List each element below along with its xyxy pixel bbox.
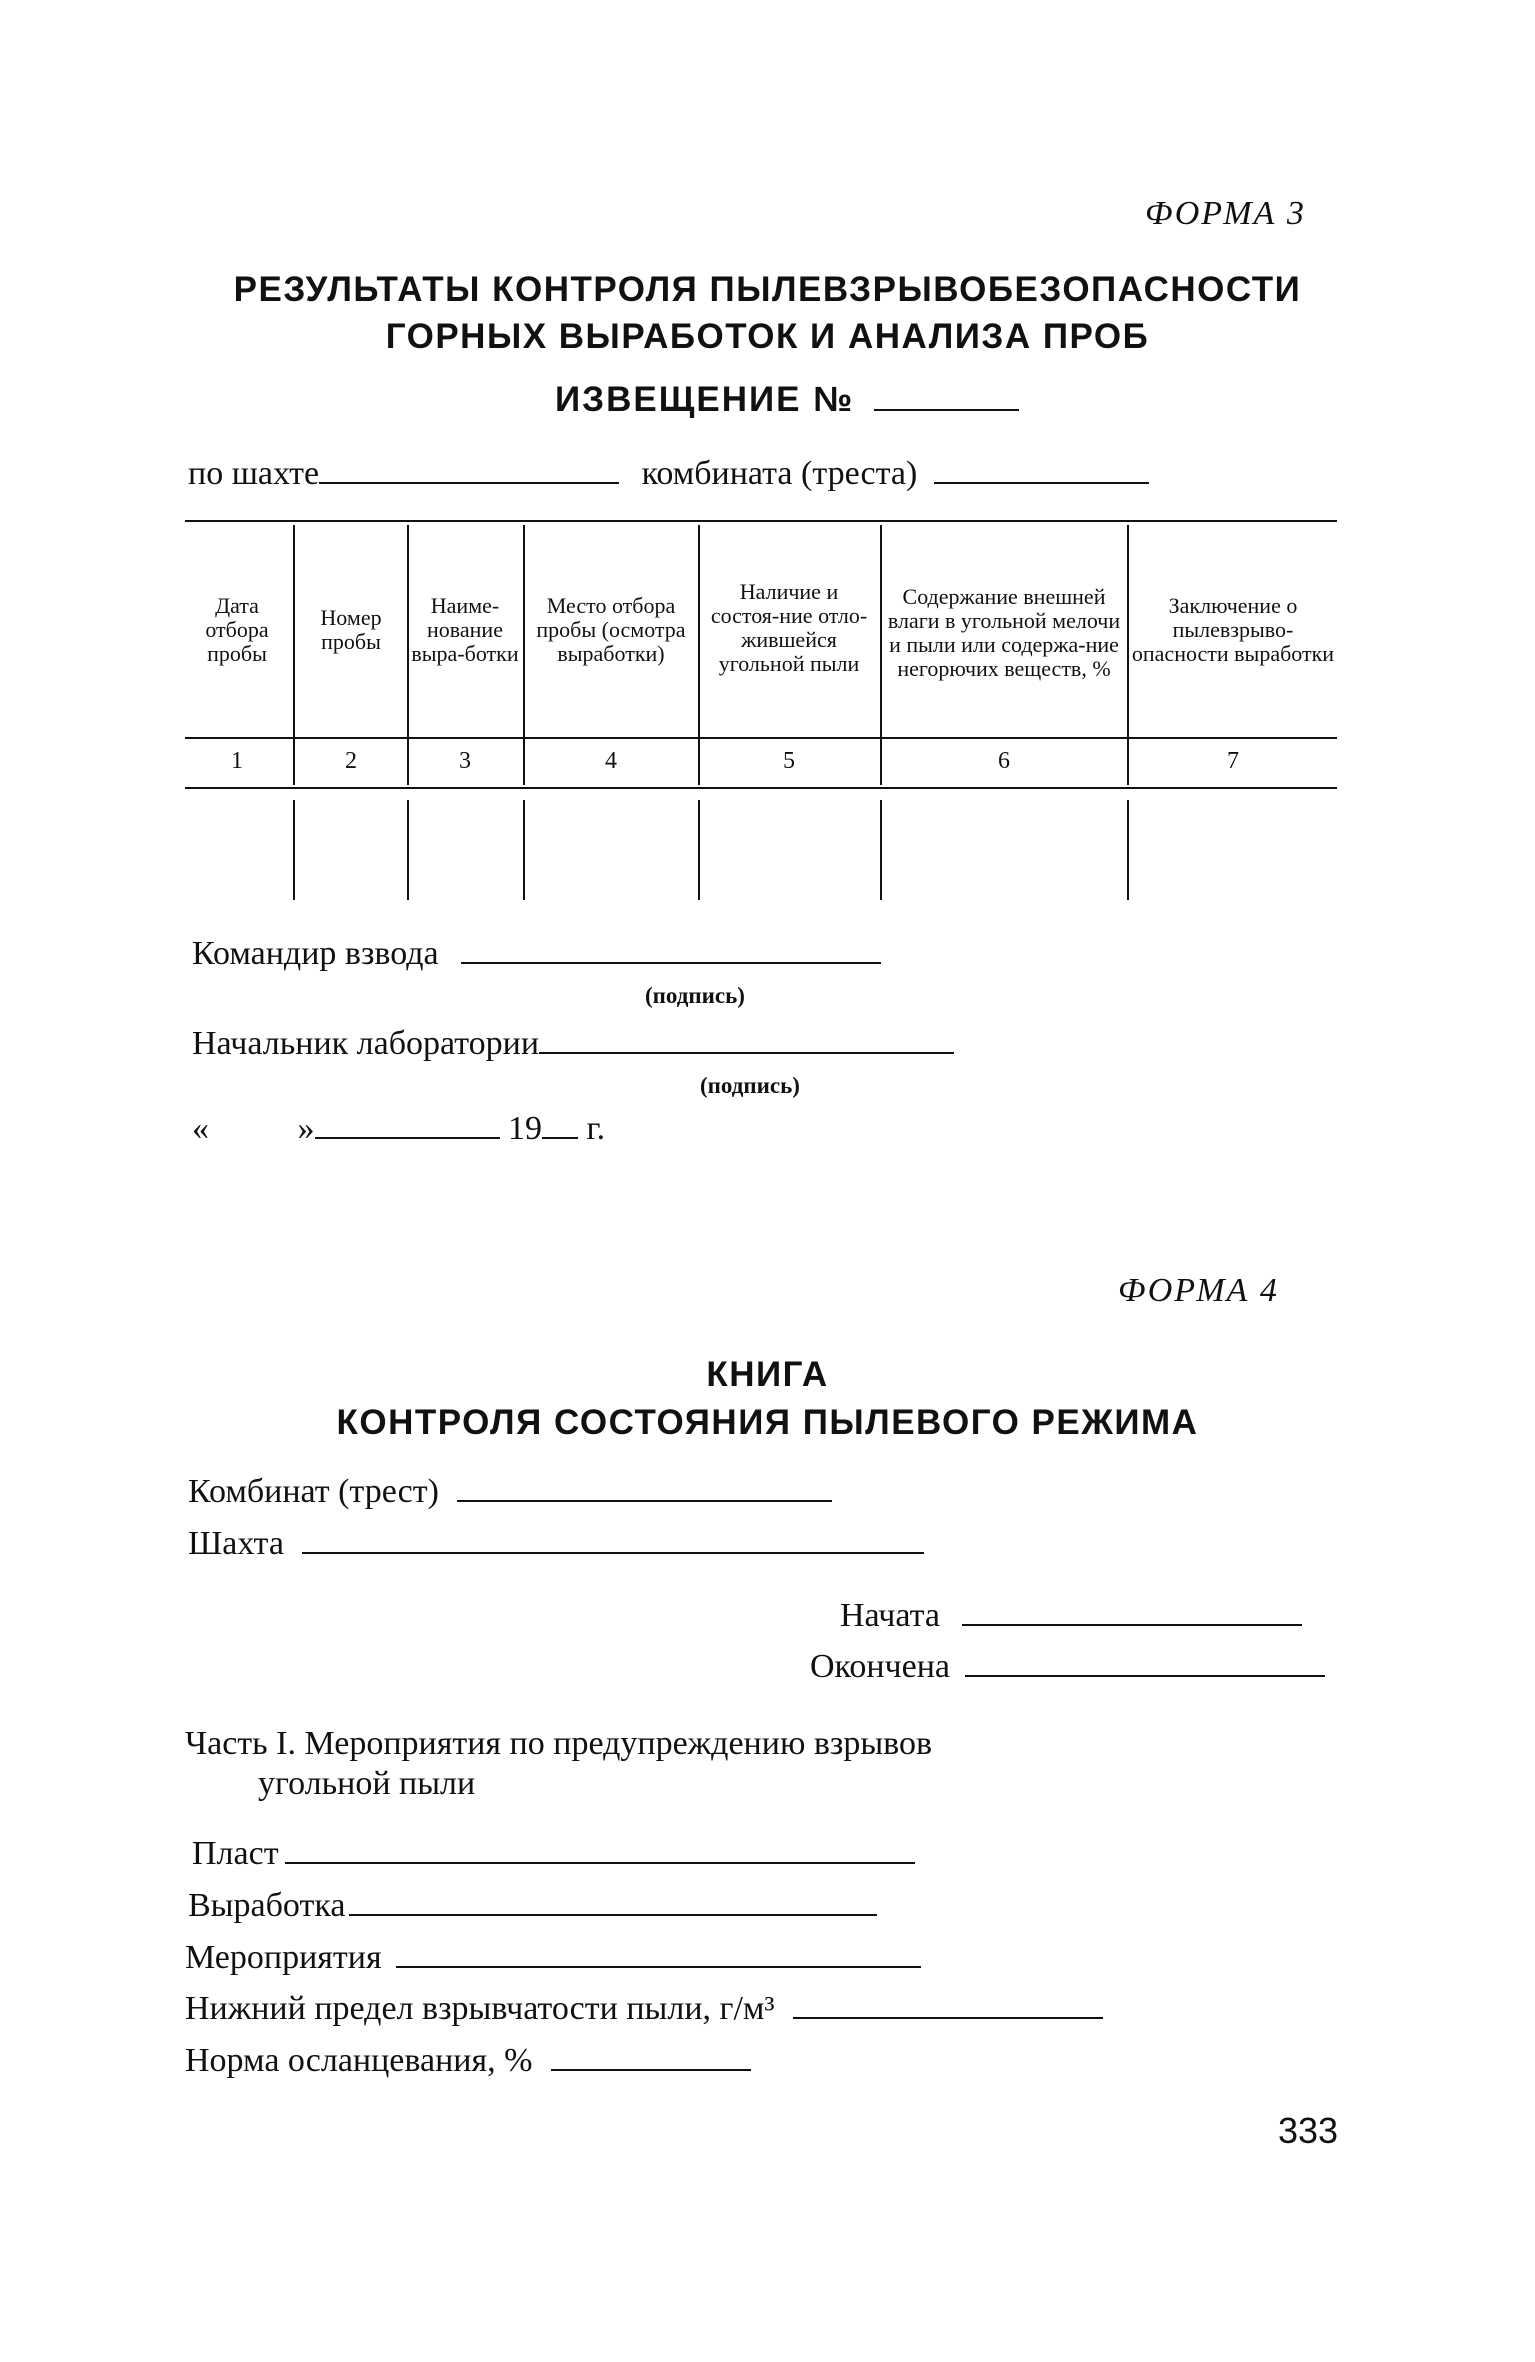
body-col-sep [523,800,525,900]
seam-blank[interactable] [285,1861,915,1864]
commander-label: Командир взвода [192,935,439,972]
date-month-blank[interactable] [315,1136,500,1139]
notice-number-blank[interactable] [874,408,1019,411]
col-number: 5 [783,748,795,774]
body-col-sep [407,800,409,900]
notice-label: ИЗВЕЩЕНИЕ № [555,380,855,419]
mine-label: по шахте [188,455,320,492]
date-open-quote: « [192,1110,209,1147]
form3-title-line1: РЕЗУЛЬТАТЫ КОНТРОЛЯ ПЫЛЕВЗРЫВОБЕЗОПАСНОСТИ [233,270,1302,309]
mine-line [188,1525,924,1563]
form4-title-line2: КОНТРОЛЯ СОСТОЯНИЯ ПЫЛЕВОГО РЕЖИМА [336,1403,1199,1442]
col-sep [1127,525,1129,785]
col-sep [407,525,409,785]
col-number: 3 [459,748,471,774]
started-line [840,1597,1302,1635]
seam-line [192,1835,915,1873]
year-prefix: 19 [508,1110,542,1147]
explosive-limit-line [185,1990,1103,2028]
part1-line2: угольной пыли [258,1765,476,1802]
part1-line1: Часть I. Мероприятия по предупреждению взрывов [185,1725,933,1762]
year-blank[interactable] [542,1136,578,1139]
date-close-quote: » [297,1110,315,1147]
body-col-sep [698,800,700,900]
notice-line [555,380,1019,420]
col-sep [698,525,700,785]
body-col-sep [293,800,295,900]
measures-line [185,1939,921,1977]
finished-label: Окончена [810,1648,951,1685]
signature-caption-1: (подпись) [645,983,745,1008]
col-number: 7 [1227,748,1239,774]
table-top-rule [185,520,1337,522]
table-number-rule [185,787,1337,789]
mine-blank-f4[interactable] [302,1551,924,1554]
header-sample-number: Номер пробы [320,605,382,654]
header-dust-presence: Наличие и состоя-ние отло-жившейся угольной пыли [710,578,868,676]
lab-chief-line [192,1025,954,1063]
header-date: Дата отбора пробы [205,593,269,666]
explosive-limit-blank[interactable] [793,2016,1103,2019]
form3-title-line2: ГОРНЫХ ВЫРАБОТОК И АНАЛИЗА ПРОБ [385,317,1150,356]
combine-trust-blank[interactable] [457,1499,832,1502]
table-header-rule [185,737,1337,739]
header-conclusion: Заключение о пылевзрыво-опасности выработки [1131,593,1335,666]
started-label: Начата [840,1597,940,1634]
started-blank[interactable] [962,1623,1302,1626]
stone-dusting-blank[interactable] [551,2068,751,2071]
header-moisture-content: Содержание внешней влаги в угольной мелочи и пыли или содержа-ние негорючих веществ, % [887,583,1121,681]
lab-chief-signature-blank[interactable] [539,1051,954,1054]
combine-blank[interactable] [934,481,1149,484]
col-number: 6 [998,748,1010,774]
measures-blank[interactable] [396,1965,921,1968]
working-blank[interactable] [349,1913,877,1916]
header-sampling-place: Место отбора пробы (осмотра выработки) [536,593,686,666]
combine-trust-line [188,1473,832,1511]
mine-label-f4: Шахта [188,1525,284,1562]
date-line [192,1110,605,1148]
stone-dusting-label: Норма осланцевания, % [185,2042,533,2079]
finished-line [810,1648,1325,1686]
page-number: 333 [1278,2110,1339,2151]
lab-chief-label: Начальник лаборатории [192,1025,540,1062]
year-suffix: г. [586,1110,606,1147]
form4-title-line1: КНИГА [706,1355,829,1394]
header-working-name: Наиме-нование выра-ботки [411,593,519,666]
body-col-sep [880,800,882,900]
commander-line [192,935,881,973]
working-line [188,1887,877,1925]
finished-blank[interactable] [965,1674,1325,1677]
explosive-limit-label: Нижний предел взрывчатости пыли, г/м³ [185,1990,775,2027]
mine-blank[interactable] [319,481,619,484]
signature-caption-2: (подпись) [700,1073,800,1098]
stone-dusting-line [185,2042,751,2080]
commander-signature-blank[interactable] [461,961,881,964]
col-number: 1 [231,748,243,774]
combine-label: комбината (треста) [641,455,918,492]
body-col-sep [1127,800,1129,900]
form4-label: ФОРМА 4 [1118,1272,1279,1309]
col-number: 4 [605,748,617,774]
col-sep [293,525,295,785]
col-number: 2 [345,748,357,774]
col-sep [880,525,882,785]
measures-label: Мероприятия [185,1939,382,1976]
seam-label: Пласт [192,1835,279,1872]
combine-trust-label: Комбинат (трест) [188,1473,439,1510]
mine-combine-line [188,455,1149,493]
col-sep [523,525,525,785]
form3-label: ФОРМА 3 [1145,195,1306,232]
working-label: Выработка [188,1887,346,1924]
